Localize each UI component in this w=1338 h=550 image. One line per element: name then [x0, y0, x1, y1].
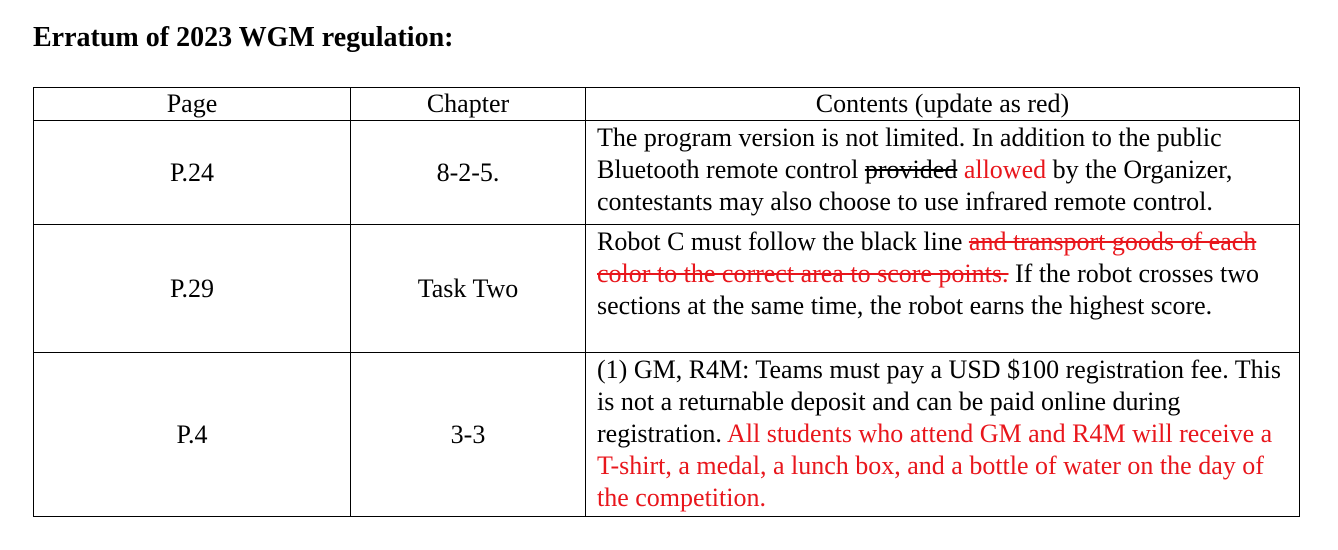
row-page: P.29	[34, 225, 351, 353]
content-segment: If the robot crosses two sections at the same time, the robot earns the highest score.	[597, 259, 1260, 320]
row-contents	[586, 225, 1300, 353]
row-contents	[586, 121, 1300, 225]
row-page: P.24	[34, 121, 351, 225]
table-row	[34, 225, 1300, 353]
content-segment: Robot C must follow the black line	[597, 227, 969, 256]
row-chapter: 3-3	[351, 353, 586, 517]
content-segment: by the Organizer, contestants may also choose to use infrared remote control.	[597, 155, 1233, 216]
row-contents	[586, 353, 1300, 517]
content-segment: The program version is not limited. In addition to the public Bluetooth remote control	[597, 123, 1222, 184]
header-chapter: Chapter	[351, 88, 586, 121]
table-row	[34, 353, 1300, 517]
document-title: Erratum of 2023 WGM regulation:	[33, 22, 454, 53]
header-page: Page	[34, 88, 351, 121]
deleted-text: and transport goods of each color to the correct area to score points.	[597, 227, 1257, 288]
table-header-row	[34, 88, 1300, 121]
updated-text: All students who attend GM and R4M will receive a T-shirt, a medal, a lunch box, and a bottle of water on the day of the competition.	[597, 419, 1273, 512]
erratum-table	[33, 87, 1300, 517]
content-segment: (1) GM, R4M: Teams must pay a USD $100 registration fee. This is not a returnable deposit and can be paid online during registration.	[597, 355, 1281, 448]
deleted-text: provided	[864, 155, 958, 184]
table-row	[34, 121, 1300, 225]
row-page: P.4	[34, 353, 351, 517]
header-contents: Contents (update as red)	[586, 88, 1300, 121]
updated-text: allowed	[963, 155, 1047, 184]
row-chapter: Task Two	[351, 225, 586, 353]
row-chapter: 8-2-5.	[351, 121, 586, 225]
